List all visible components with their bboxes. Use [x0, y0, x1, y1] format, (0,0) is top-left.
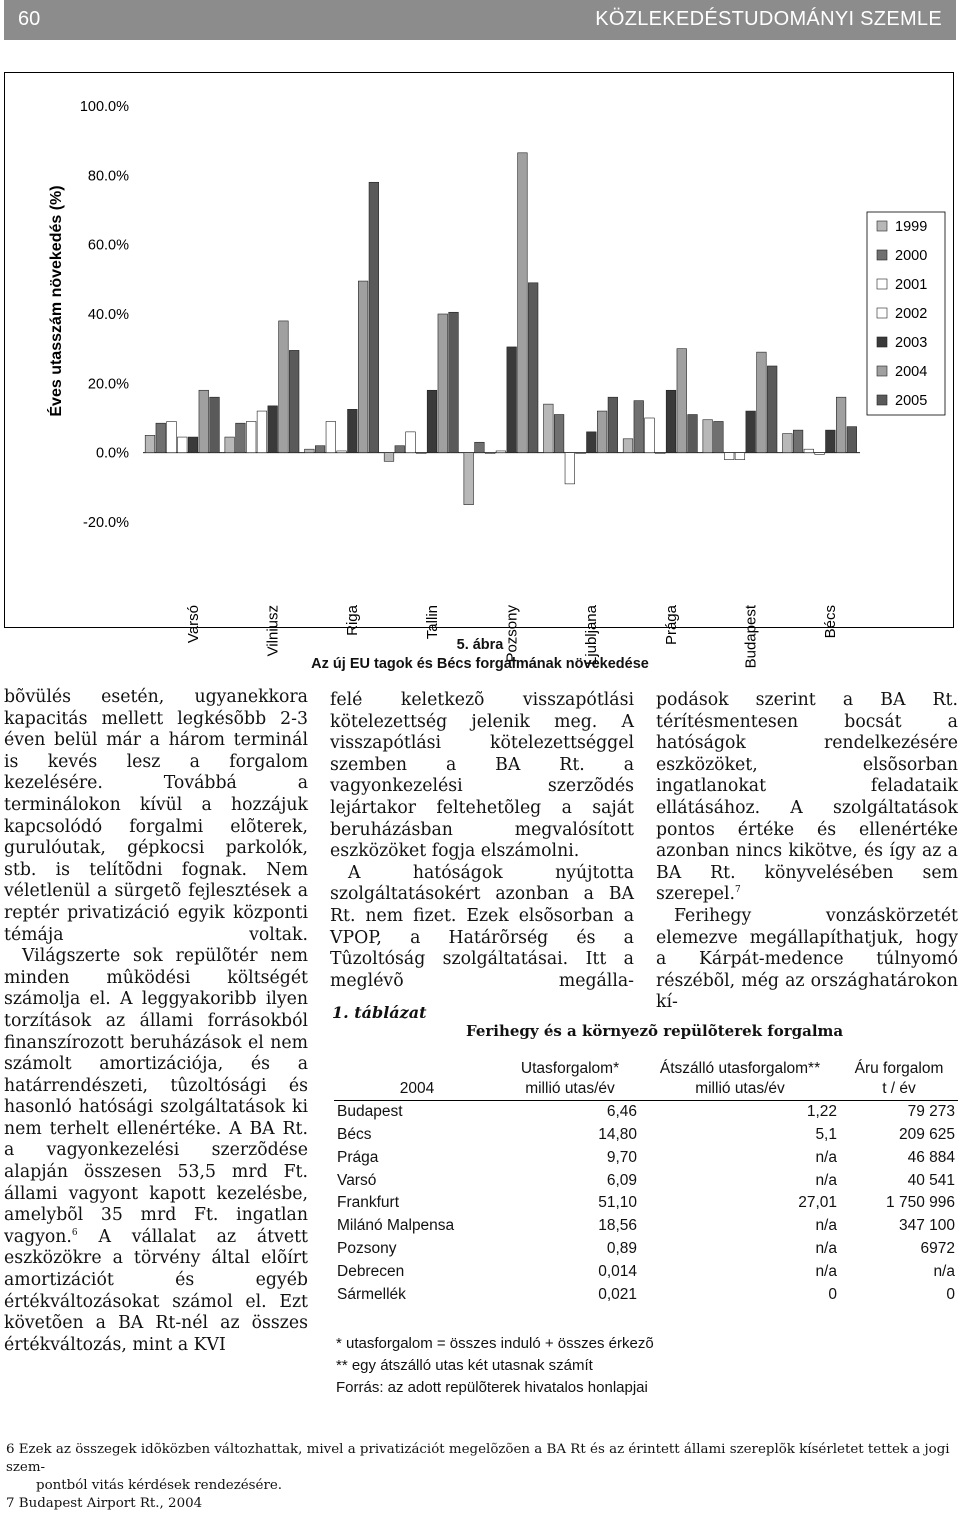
- category-label: Prága: [662, 605, 680, 646]
- category-label: Pozsony: [503, 605, 521, 663]
- bar-1999-3: [384, 453, 394, 462]
- bar-2001-5: [565, 453, 575, 484]
- value-cell: 5,1: [815, 1125, 837, 1143]
- value-cell: 0: [946, 1285, 955, 1303]
- value-cell: n/a: [933, 1262, 955, 1280]
- footnote-ref-7: 7: [735, 885, 741, 896]
- category-label: Budapest: [742, 605, 760, 669]
- header-cell: 2004: [334, 1078, 500, 1101]
- bar-2003-8: [826, 430, 836, 453]
- legend-swatch-2003: [877, 337, 887, 347]
- footnote-7: 7 Budapest Airport Rt., 2004: [6, 1496, 203, 1511]
- bar-2004-7: [757, 352, 767, 453]
- table-row: [334, 1169, 958, 1192]
- bar-2002-3: [416, 453, 426, 454]
- bar-1999-6: [623, 439, 633, 453]
- bar-2005-2: [369, 182, 379, 452]
- value-cell: 209 625: [898, 1125, 955, 1143]
- bar-2004-3: [438, 314, 448, 453]
- bar-2003-5: [587, 432, 597, 453]
- legend-swatch-1999: [877, 221, 887, 231]
- col2-paragraph-2: A hatóságok nyújtotta szolgáltatásokért azonban a BA Rt. nem fizet. Ezek elsõsorban a VPOP, a Határõrség és a Tûzoltóság szolgáltatásai. Itt a meglévõ megálla-: [330, 862, 634, 991]
- bar-2003-7: [746, 411, 756, 453]
- bar-2004-4: [518, 153, 528, 453]
- col3-paragraph-2: Ferihegy vonzáskörzetét elemezve megállapíthatjuk, hogy a Kárpát-medence túlnyomó részébõl, még az országhatárokon kí-: [656, 905, 958, 1013]
- col1-p2-cont: A vállalat az átvett eszközökre a törvény által elõírt amortizációt és egyéb értékváltozásokat számol el. Ezt követõen a BA Rt-nél az összes értékváltozás, mint a KVI: [4, 1226, 308, 1355]
- airport-name-cell: Prága: [337, 1148, 379, 1166]
- bar-2003-0: [188, 437, 198, 453]
- bar-2005-7: [767, 366, 777, 453]
- footnote-ref-6: 6: [71, 1228, 78, 1239]
- value-cell: n/a: [815, 1262, 837, 1280]
- value-cell: 40 541: [907, 1171, 955, 1189]
- bar-2002-5: [576, 453, 586, 454]
- header-cell: [334, 1056, 500, 1078]
- table-row: [334, 1146, 958, 1169]
- category-label: Tallin: [423, 605, 441, 640]
- footnote-6-cont: pontból vitás kérdések rendezésére.: [36, 1478, 283, 1493]
- category-label: Bécs: [822, 605, 840, 639]
- bar-2005-4: [528, 283, 538, 453]
- airport-name-cell: Budapest: [337, 1103, 403, 1121]
- bar-2002-0: [177, 437, 187, 453]
- bar-2002-1: [257, 411, 267, 453]
- bar-2003-4: [507, 347, 517, 453]
- legend-label: 2005: [895, 393, 928, 409]
- bar-2000-1: [236, 423, 246, 452]
- legend-label: 2001: [895, 277, 928, 293]
- bar-2003-6: [666, 390, 676, 452]
- value-cell: 51,10: [598, 1194, 637, 1212]
- col3-p1-text: podások szerint a BA Rt. térítésmentesen bocsát a hatóságok rendelkezésére eszközöket, elsõsorban ingatlanokat feladataik ellátásához. A szolgáltatások pontos értéke és ellenértéke azonban nincs kikötve, és így az a BA Rt. könyvelésében sem szerepel.: [656, 690, 958, 905]
- header-cell: millió utas/év: [500, 1078, 640, 1101]
- airport-name-cell: Debrecen: [337, 1262, 405, 1280]
- figure-title: Az új EU tagok és Bécs forgalmának növekedése: [311, 656, 649, 672]
- figure-number: 5. ábra: [456, 637, 504, 653]
- table-source: Forrás: az adott repülõterek hivatalos honlapjai: [336, 1379, 648, 1396]
- bar-2000-3: [395, 446, 405, 453]
- category-label: Riga: [344, 605, 362, 636]
- header-cell: Utasforgalom*: [520, 1060, 620, 1077]
- airport-name-cell: Pozsony: [337, 1239, 397, 1257]
- y-tick-label: 100.0%: [79, 99, 129, 115]
- legend-label: 2004: [895, 364, 928, 380]
- value-cell: n/a: [815, 1239, 837, 1257]
- table-body: [334, 1101, 958, 1306]
- bar-2001-3: [406, 432, 416, 453]
- bar-2005-8: [847, 427, 857, 453]
- category-label: Ljubljana: [583, 605, 601, 666]
- table-row: [334, 1101, 958, 1124]
- table-row: [334, 1238, 958, 1261]
- bar-2004-5: [597, 411, 607, 453]
- bar-2000-8: [793, 430, 803, 453]
- table-notes: [336, 1333, 654, 1399]
- table-label: 1. táblázat: [332, 1003, 427, 1022]
- value-cell: n/a: [815, 1148, 837, 1166]
- table-row: [334, 1283, 958, 1306]
- value-cell: 1 750 996: [886, 1194, 955, 1212]
- legend-label: 2000: [895, 248, 928, 264]
- table-header-row-2: [334, 1078, 958, 1101]
- airport-name-cell: Frankfurt: [337, 1194, 400, 1212]
- bar-2005-3: [449, 312, 459, 452]
- bar-2005-0: [210, 397, 220, 452]
- value-cell: 18,56: [598, 1217, 637, 1235]
- legend-label: 2003: [895, 335, 928, 351]
- header-cell: Áru forgalom: [854, 1060, 944, 1077]
- bar-2004-2: [358, 281, 368, 453]
- bar-2004-0: [199, 390, 209, 452]
- value-cell: 6,09: [606, 1171, 637, 1189]
- bar-2001-0: [167, 421, 177, 452]
- y-axis-label: Éves utasszám növekedés (%): [48, 185, 65, 417]
- header-cell: t / év: [840, 1078, 958, 1101]
- table-note: ** egy átszálló utas két utasnak számít: [336, 1357, 593, 1374]
- airport-name-cell: Varsó: [337, 1171, 377, 1189]
- table-row: [334, 1215, 958, 1238]
- bar-2005-5: [608, 397, 618, 452]
- bar-2001-6: [645, 418, 655, 453]
- bar-2001-2: [326, 421, 336, 452]
- bar-2000-7: [714, 421, 724, 452]
- bar-2004-1: [279, 321, 289, 453]
- page-number: 60: [18, 8, 41, 30]
- value-cell: n/a: [815, 1171, 837, 1189]
- header-cell: Átszálló utasforgalom**: [659, 1060, 821, 1077]
- header-cell: millió utas/év: [640, 1078, 840, 1101]
- bar-2001-8: [804, 449, 814, 452]
- bar-1999-5: [544, 404, 554, 453]
- bar-2005-6: [688, 415, 698, 453]
- airport-name-cell: Bécs: [337, 1125, 372, 1143]
- value-cell: 0,89: [606, 1239, 637, 1257]
- value-cell: n/a: [815, 1217, 837, 1235]
- col2-paragraph-1: felé keletkezõ visszapótlási kötelezettség jelenik meg. A visszapótlási kötelezettséggel szemben a BA Rt. a vagyonkezelési szerzõdés lejártakor feltehetõleg a saját beruházásban megvalósított eszközöket fogja elszámolni.: [330, 690, 634, 862]
- col3-paragraph-1: [656, 690, 958, 906]
- bar-2002-4: [496, 451, 506, 453]
- y-tick-label: 40.0%: [87, 307, 129, 323]
- page-header: [4, 0, 956, 40]
- bar-2003-2: [348, 409, 358, 452]
- legend-label: 2002: [895, 306, 928, 322]
- text-column-3: [656, 690, 958, 1014]
- table-note: * utasforgalom = összes induló + összes érkezõ: [336, 1335, 654, 1352]
- bar-2001-7: [724, 453, 734, 460]
- value-cell: 0,021: [598, 1285, 637, 1303]
- value-cell: 9,70: [606, 1148, 637, 1166]
- bar-2000-4: [475, 442, 485, 452]
- bar-1999-2: [305, 449, 315, 452]
- table-row: [334, 1192, 958, 1215]
- airport-traffic-table: [334, 1056, 958, 1306]
- text-column-2: [330, 690, 634, 992]
- value-cell: 46 884: [907, 1148, 955, 1166]
- value-cell: 347 100: [898, 1217, 955, 1235]
- bar-1999-0: [145, 435, 155, 452]
- col1-paragraph-2: [4, 946, 308, 1356]
- footnote-6: 6 Ezek az összegek idõközben változhattak, mivel a privatizációt megelõzõen a BA Rt és az érintett állami szereplõk kísérletet tettek a jogi szem-: [6, 1442, 950, 1475]
- bar-2005-1: [289, 350, 299, 452]
- col1-p2-text: Világszerte sok repülõtér nem minden mûködési költségét számolja el. A leggyakoribb ilyen torzítások az állami forrásokból finanszírozott beruházások el nem számolt amortizációja, és a határrendészeti, tûzoltósági és hasonló hatósági szolgáltatások ki nem terhelt ellenértéke. A BA Rt. a vagyonkezelési szerzõdése alapján összesen 53,5 mrd Ft. állami vagyont kapott kezelésbe, amelybõl 35 mrd Ft. ingatlan vagyon.: [4, 946, 308, 1247]
- value-cell: 14,80: [598, 1125, 637, 1143]
- bar-1999-8: [783, 434, 793, 453]
- value-cell: 6,46: [606, 1103, 637, 1121]
- value-cell: 0: [828, 1285, 837, 1303]
- table-header-row-1: [334, 1056, 958, 1078]
- y-tick-label: -20.0%: [83, 515, 129, 531]
- bar-1999-4: [464, 453, 474, 505]
- bar-1999-7: [703, 420, 713, 453]
- legend-label: 1999: [895, 219, 928, 235]
- category-label: Vilniusz: [264, 605, 282, 657]
- airport-name-cell: Sármellék: [337, 1285, 406, 1303]
- bar-2002-6: [655, 453, 665, 454]
- bar-2002-8: [815, 453, 825, 455]
- bar-2003-1: [268, 406, 278, 453]
- bar-1999-1: [225, 437, 235, 453]
- legend-swatch-2002: [877, 308, 887, 318]
- legend-swatch-2004: [877, 366, 887, 376]
- legend-swatch-2000: [877, 250, 887, 260]
- bar-2002-7: [735, 453, 745, 460]
- footnotes: [6, 1441, 956, 1513]
- bar-2000-6: [634, 401, 644, 453]
- table-title: Ferihegy és a környezõ repülõterek forgalma: [466, 1022, 844, 1040]
- value-cell: 1,22: [806, 1103, 837, 1121]
- value-cell: 79 273: [907, 1103, 955, 1121]
- y-tick-label: 60.0%: [87, 237, 129, 254]
- airport-name-cell: Milánó Malpensa: [337, 1217, 455, 1235]
- value-cell: 6972: [920, 1239, 955, 1257]
- text-column-1: [4, 687, 308, 1356]
- value-cell: 27,01: [798, 1194, 837, 1212]
- bar-2000-5: [554, 415, 564, 453]
- col1-paragraph-1: bõvülés esetén, ugyanekkora kapacitás mellett legkésõbb 2-3 éven belül már a három terminál is kevés lesz a forgalom kezelésére. Továbbá a terminálokon kívül a hozzájuk kapcsolódó forgalmi elõterek, gurulóutak, gépkocsi parkolók, stb. is telítõdni fognak. Nem véletlenül a sürgetõ fejlesztések a reptér privatizáció egyik központi témája voltak.: [4, 687, 308, 945]
- legend-swatch-2005: [877, 395, 887, 405]
- y-tick-label: 80.0%: [87, 168, 129, 185]
- bar-2003-3: [427, 390, 437, 452]
- bar-2000-0: [156, 423, 166, 452]
- y-tick-label: 0.0%: [95, 445, 129, 462]
- bar-2002-2: [337, 451, 347, 453]
- legend-swatch-2001: [877, 279, 887, 289]
- bar-2004-6: [677, 349, 687, 453]
- bar-2001-4: [485, 453, 495, 454]
- table-row: [334, 1124, 958, 1147]
- bar-2004-8: [836, 397, 846, 452]
- journal-title: KÖZLEKEDÉSTUDOMÁNYI SZEMLE: [595, 8, 942, 30]
- category-label: Varsó: [184, 605, 202, 644]
- value-cell: 0,014: [598, 1262, 637, 1280]
- table-row: [334, 1260, 958, 1283]
- y-tick-label: 20.0%: [87, 376, 129, 393]
- bar-2000-2: [315, 446, 325, 453]
- bar-2001-1: [246, 421, 256, 452]
